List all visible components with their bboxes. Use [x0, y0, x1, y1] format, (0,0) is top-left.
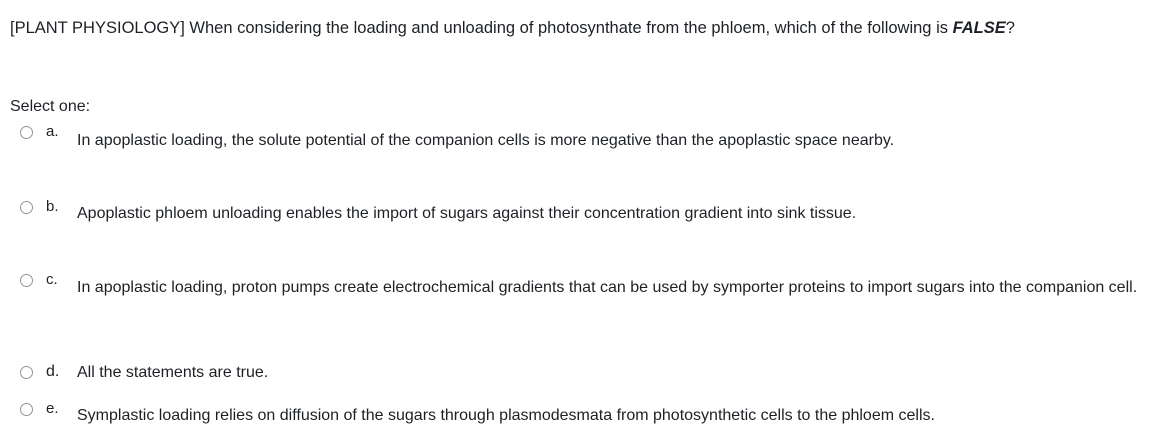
option-letter-b: b.	[46, 198, 59, 215]
option-text-b[interactable]: Apoplastic phloem unloading enables the import of sugars against their concentration gradient into sink tissue.	[77, 205, 857, 222]
question-keyword: FALSE	[952, 19, 1006, 37]
radio-button-a[interactable]	[20, 126, 33, 139]
radio-button-c[interactable]	[20, 274, 33, 287]
option-text-c[interactable]: In apoplastic loading, proton pumps create electrochemical gradients that can be used by symporter proteins to import sugars into the companion cell.	[77, 279, 1138, 296]
question-text-end: ?	[1005, 19, 1015, 37]
option-letter-d: d.	[46, 363, 60, 380]
option-text-d[interactable]: All the statements are true.	[77, 364, 269, 381]
question-text	[10, 18, 1015, 38]
select-one-label: Select one:	[10, 98, 91, 115]
option-text-e[interactable]: Symplastic loading relies on diffusion of the sugars through plasmodesmata from photosynthetic cells to the phloem cells.	[77, 407, 935, 424]
option-letter-e: e.	[46, 400, 59, 417]
radio-button-e[interactable]	[20, 403, 33, 416]
radio-button-b[interactable]	[20, 201, 33, 214]
radio-button-d[interactable]	[20, 366, 33, 379]
option-letter-c: c.	[46, 271, 58, 288]
option-letter-a: a.	[46, 123, 59, 140]
question-text-main: [PLANT PHYSIOLOGY] When considering the loading and unloading of photosynthate from the phloem, which of the following is	[10, 19, 953, 37]
option-text-a[interactable]: In apoplastic loading, the solute potential of the companion cells is more negative than the apoplastic space nearby.	[77, 132, 895, 149]
